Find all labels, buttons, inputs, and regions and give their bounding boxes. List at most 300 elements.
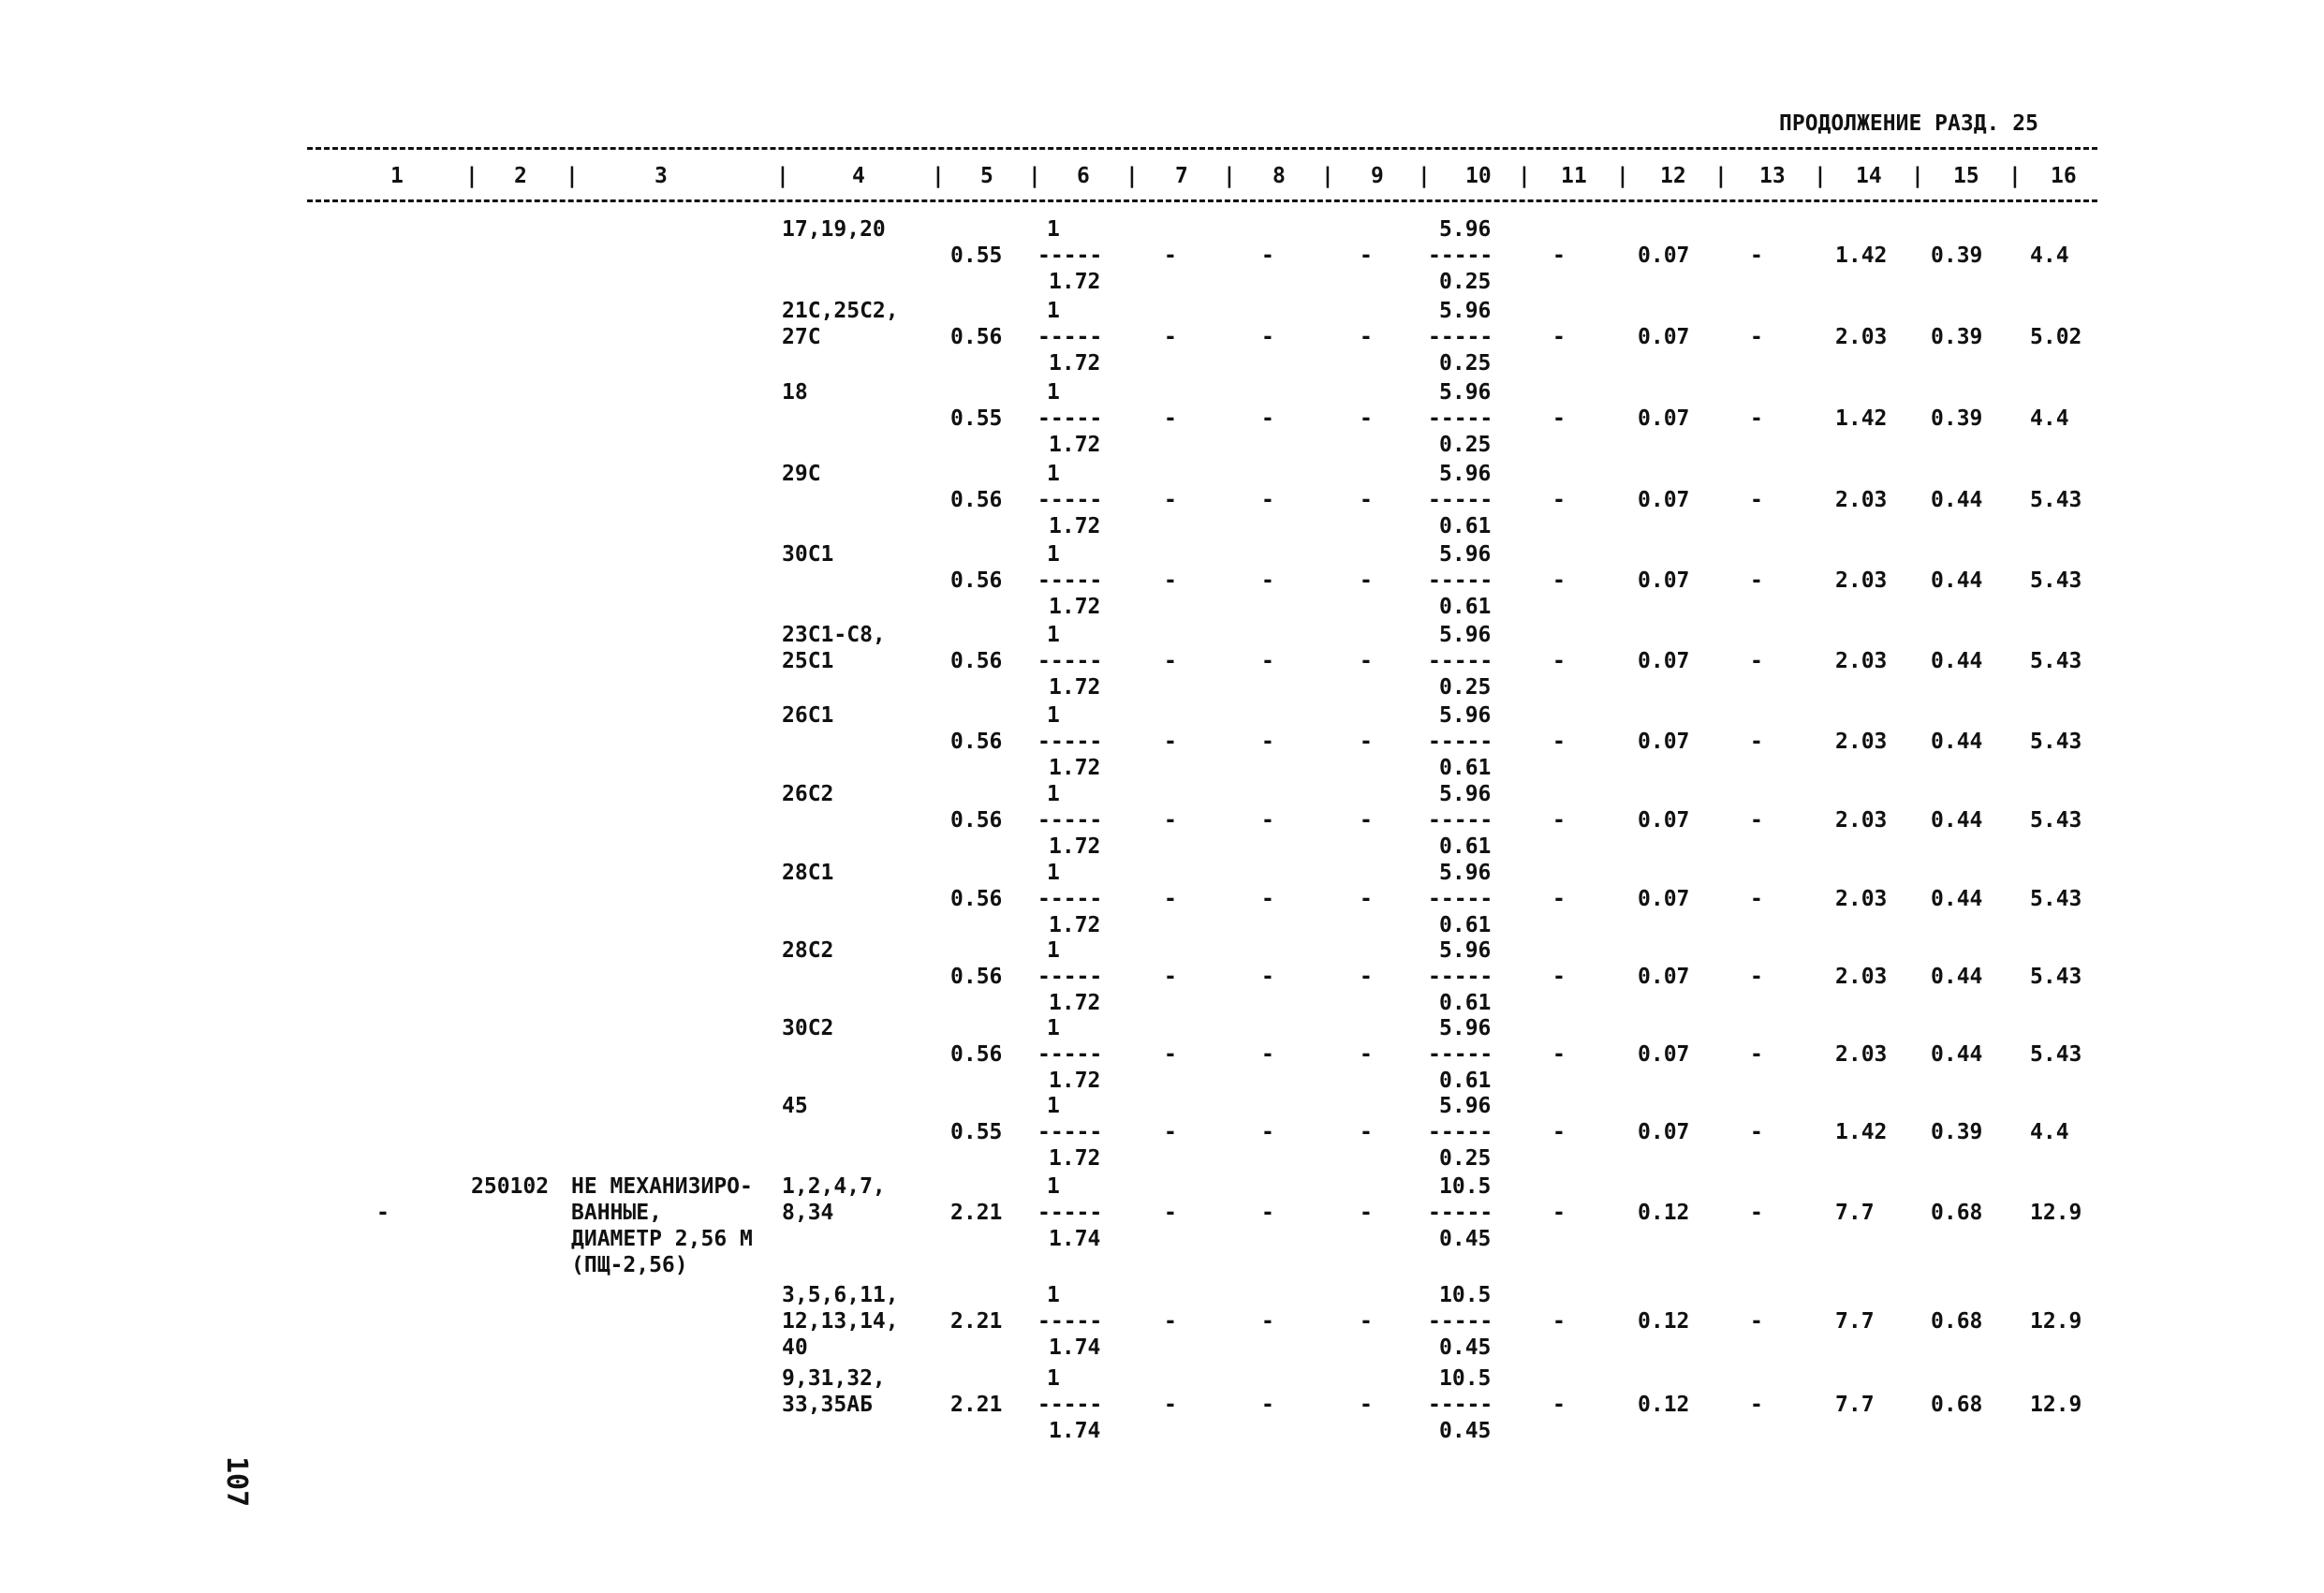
cell-col10-denominator: 0.25 — [1439, 1146, 1492, 1171]
cell-col9: - — [1360, 243, 1373, 268]
column-header-1: 1 — [390, 164, 404, 188]
cell-col6-denominator: 1.74 — [1049, 1227, 1101, 1251]
row-item-list-line: 29С — [782, 462, 821, 486]
cell-col6-numerator: 1 — [1047, 1174, 1060, 1199]
cell-col16: 12.9 — [2030, 1393, 2082, 1417]
cell-col12: 0.07 — [1638, 1042, 1690, 1067]
cell-col6-denominator: 1.72 — [1049, 270, 1101, 294]
cell-col10-fraction-bar: ----- — [1428, 887, 1493, 911]
cell-col6-numerator: 1 — [1047, 380, 1060, 405]
header-bottom-rule — [307, 199, 2097, 202]
cell-col7: - — [1164, 887, 1177, 911]
cell-col16: 5.43 — [2030, 965, 2082, 989]
cell-col7: - — [1164, 325, 1177, 349]
cell-col13: - — [1750, 1042, 1763, 1067]
cell-col5: 0.56 — [950, 887, 1003, 911]
cell-col6-numerator: 1 — [1047, 703, 1060, 728]
cell-col12: 0.07 — [1638, 1120, 1690, 1144]
section-continuation-note: ПРОДОЛЖЕНИЕ РАЗД. 25 — [1779, 111, 2038, 136]
cell-col14: 2.03 — [1835, 649, 1888, 673]
cell-col6-fraction-bar: ----- — [1037, 325, 1103, 349]
column-header-7: 7 — [1175, 164, 1188, 188]
cell-col10-numerator: 10.5 — [1439, 1174, 1492, 1199]
column-separator: | — [1714, 164, 1728, 188]
cell-col8: - — [1261, 1042, 1274, 1067]
cell-col10-denominator: 0.45 — [1439, 1419, 1492, 1443]
cell-col9: - — [1360, 1309, 1373, 1334]
cell-col16: 12.9 — [2030, 1309, 2082, 1334]
cell-col9: - — [1360, 808, 1373, 833]
cell-col14: 2.03 — [1835, 808, 1888, 833]
row-item-list-line: 3,5,6,11, — [782, 1283, 899, 1307]
cell-col7: - — [1164, 243, 1177, 268]
row-item-list-line: 9,31,32, — [782, 1366, 886, 1391]
cell-col16: 4.4 — [2030, 243, 2069, 268]
cell-col16: 5.43 — [2030, 568, 2082, 593]
cell-col6-denominator: 1.72 — [1049, 595, 1101, 619]
cell-col5: 2.21 — [950, 1393, 1003, 1417]
cell-col9: - — [1360, 1393, 1373, 1417]
page-number: 107 — [220, 1456, 253, 1508]
cell-col6-numerator: 1 — [1047, 623, 1060, 647]
cell-col10-numerator: 5.96 — [1439, 217, 1492, 242]
cell-col14: 2.03 — [1835, 325, 1888, 349]
row-item-list-line: 17,19,20 — [782, 217, 886, 242]
cell-col15: 0.44 — [1931, 808, 1983, 833]
cell-col5: 0.55 — [950, 243, 1003, 268]
cell-col15: 0.44 — [1931, 965, 1983, 989]
cell-col6-fraction-bar: ----- — [1037, 1201, 1103, 1225]
cell-col6-fraction-bar: ----- — [1037, 887, 1103, 911]
cell-col16: 5.43 — [2030, 887, 2082, 911]
column-header-12: 12 — [1660, 164, 1686, 188]
cell-col5: 0.56 — [950, 808, 1003, 833]
cell-col6-numerator: 1 — [1047, 299, 1060, 323]
cell-col5: 0.56 — [950, 649, 1003, 673]
cell-col7: - — [1164, 730, 1177, 754]
row-description-line: (ПЩ-2,56) — [571, 1253, 688, 1277]
cell-col15: 0.39 — [1931, 1120, 1983, 1144]
cell-col9: - — [1360, 730, 1373, 754]
cell-col11: - — [1552, 730, 1566, 754]
row-item-list-line: 26С2 — [782, 782, 834, 806]
cell-col6-fraction-bar: ----- — [1037, 1120, 1103, 1144]
cell-col6-fraction-bar: ----- — [1037, 243, 1103, 268]
cell-col10-fraction-bar: ----- — [1428, 243, 1493, 268]
cell-col8: - — [1261, 488, 1274, 512]
cell-col8: - — [1261, 325, 1274, 349]
cell-col7: - — [1164, 1309, 1177, 1334]
column-header-14: 14 — [1856, 164, 1882, 188]
cell-col6-denominator: 1.72 — [1049, 1146, 1101, 1171]
cell-col10-fraction-bar: ----- — [1428, 488, 1493, 512]
cell-col9: - — [1360, 1042, 1373, 1067]
cell-col14: 7.7 — [1835, 1393, 1875, 1417]
cell-col7: - — [1164, 406, 1177, 431]
cell-col6-fraction-bar: ----- — [1037, 488, 1103, 512]
cell-col10-denominator: 0.61 — [1439, 595, 1492, 619]
cell-col7: - — [1164, 1393, 1177, 1417]
cell-col10-numerator: 5.96 — [1439, 938, 1492, 963]
column-separator: | — [1911, 164, 1924, 188]
cell-col13: - — [1750, 965, 1763, 989]
cell-col13: - — [1750, 1309, 1763, 1334]
cell-col11: - — [1552, 325, 1566, 349]
column-header-9: 9 — [1371, 164, 1384, 188]
cell-col12: 0.12 — [1638, 1201, 1690, 1225]
cell-col7: - — [1164, 649, 1177, 673]
cell-col15: 0.44 — [1931, 649, 1983, 673]
cell-col10-numerator: 5.96 — [1439, 782, 1492, 806]
cell-col16: 5.43 — [2030, 649, 2082, 673]
cell-col8: - — [1261, 887, 1274, 911]
cell-col15: 0.39 — [1931, 325, 1983, 349]
cell-col6-numerator: 1 — [1047, 782, 1060, 806]
cell-col7: - — [1164, 1120, 1177, 1144]
cell-col5: 0.56 — [950, 568, 1003, 593]
column-header-13: 13 — [1759, 164, 1786, 188]
cell-col14: 2.03 — [1835, 965, 1888, 989]
cell-col11: - — [1552, 488, 1566, 512]
cell-col14: 2.03 — [1835, 730, 1888, 754]
header-top-rule — [307, 147, 2097, 150]
cell-col16: 12.9 — [2030, 1201, 2082, 1225]
column-separator: | — [776, 164, 789, 188]
cell-col10-fraction-bar: ----- — [1428, 568, 1493, 593]
row-item-list-line: 30С1 — [782, 542, 834, 567]
cell-col12: 0.07 — [1638, 406, 1690, 431]
cell-col6-fraction-bar: ----- — [1037, 649, 1103, 673]
cell-col13: - — [1750, 1201, 1763, 1225]
cell-col14: 7.7 — [1835, 1201, 1875, 1225]
cell-col16: 4.4 — [2030, 1120, 2069, 1144]
cell-col14: 2.03 — [1835, 568, 1888, 593]
row-description-line: ВАННЫЕ, — [571, 1201, 662, 1225]
cell-col10-fraction-bar: ----- — [1428, 1309, 1493, 1334]
cell-col12: 0.07 — [1638, 808, 1690, 833]
cell-col15: 0.68 — [1931, 1309, 1983, 1334]
cell-col6-denominator: 1.74 — [1049, 1419, 1101, 1443]
cell-col6-fraction-bar: ----- — [1037, 965, 1103, 989]
cell-col16: 5.02 — [2030, 325, 2082, 349]
cell-col10-denominator: 0.61 — [1439, 1069, 1492, 1093]
cell-col6-numerator: 1 — [1047, 1283, 1060, 1307]
cell-col7: - — [1164, 568, 1177, 593]
cell-col13: - — [1750, 488, 1763, 512]
cell-col11: - — [1552, 1201, 1566, 1225]
cell-col15: 0.68 — [1931, 1393, 1983, 1417]
cell-col6-denominator: 1.72 — [1049, 433, 1101, 457]
cell-col13: - — [1750, 325, 1763, 349]
cell-col10-fraction-bar: ----- — [1428, 965, 1493, 989]
cell-col14: 7.7 — [1835, 1309, 1875, 1334]
cell-col8: - — [1261, 1201, 1274, 1225]
cell-col14: 2.03 — [1835, 887, 1888, 911]
column-separator: | — [465, 164, 478, 188]
cell-col10-fraction-bar: ----- — [1428, 808, 1493, 833]
cell-col5: 0.56 — [950, 488, 1003, 512]
row-item-list-line: 12,13,14, — [782, 1309, 899, 1334]
cell-col13: - — [1750, 649, 1763, 673]
column-header-5: 5 — [980, 164, 993, 188]
column-separator: | — [1814, 164, 1827, 188]
column-separator: | — [932, 164, 945, 188]
cell-col10-denominator: 0.61 — [1439, 991, 1492, 1015]
cell-col13: - — [1750, 243, 1763, 268]
cell-col13: - — [1750, 1393, 1763, 1417]
cell-col15: 0.44 — [1931, 887, 1983, 911]
cell-col12: 0.07 — [1638, 649, 1690, 673]
cell-col5: 0.56 — [950, 325, 1003, 349]
row-item-list-line: 21С,25С2, — [782, 299, 899, 323]
cell-col5: 0.55 — [950, 1120, 1003, 1144]
cell-col13: - — [1750, 1120, 1763, 1144]
cell-col9: - — [1360, 488, 1373, 512]
column-header-11: 11 — [1561, 164, 1587, 188]
cell-col10-numerator: 5.96 — [1439, 1094, 1492, 1118]
cell-col6-fraction-bar: ----- — [1037, 1309, 1103, 1334]
cell-col16: 4.4 — [2030, 406, 2069, 431]
cell-col11: - — [1552, 243, 1566, 268]
cell-col13: - — [1750, 568, 1763, 593]
cell-col12: 0.07 — [1638, 730, 1690, 754]
column-separator: | — [1321, 164, 1334, 188]
cell-col8: - — [1261, 1393, 1274, 1417]
cell-col10-denominator: 0.61 — [1439, 514, 1492, 538]
column-header-2: 2 — [514, 164, 527, 188]
cell-col15: 0.39 — [1931, 243, 1983, 268]
cell-col11: - — [1552, 406, 1566, 431]
cell-col12: 0.07 — [1638, 243, 1690, 268]
cell-col14: 1.42 — [1835, 243, 1888, 268]
cell-col8: - — [1261, 406, 1274, 431]
cell-col10-numerator: 5.96 — [1439, 703, 1492, 728]
row-description-line: НЕ МЕХАНИЗИРО- — [571, 1174, 753, 1199]
column-separator: | — [2008, 164, 2022, 188]
cell-col14: 1.42 — [1835, 1120, 1888, 1144]
cell-col7: - — [1164, 965, 1177, 989]
cell-col9: - — [1360, 1120, 1373, 1144]
column-header-15: 15 — [1953, 164, 1979, 188]
cell-col12: 0.07 — [1638, 488, 1690, 512]
cell-col9: - — [1360, 887, 1373, 911]
cell-col10-numerator: 5.96 — [1439, 861, 1492, 885]
cell-col10-denominator: 0.61 — [1439, 834, 1492, 859]
cell-col11: - — [1552, 649, 1566, 673]
cell-col13: - — [1750, 406, 1763, 431]
cell-col10-numerator: 5.96 — [1439, 462, 1492, 486]
column-separator: | — [1518, 164, 1531, 188]
cell-col6-numerator: 1 — [1047, 861, 1060, 885]
column-separator: | — [1418, 164, 1431, 188]
cell-col10-denominator: 0.45 — [1439, 1335, 1492, 1360]
row-item-list-line: 18 — [782, 380, 808, 405]
cell-col8: - — [1261, 1120, 1274, 1144]
row-item-list-line: 28С2 — [782, 938, 834, 963]
column-separator: | — [1616, 164, 1629, 188]
cell-col13: - — [1750, 808, 1763, 833]
cell-col9: - — [1360, 1201, 1373, 1225]
cell-col10-numerator: 5.96 — [1439, 542, 1492, 567]
cell-col6-fraction-bar: ----- — [1037, 1393, 1103, 1417]
cell-col10-denominator: 0.25 — [1439, 351, 1492, 376]
cell-col6-denominator: 1.72 — [1049, 351, 1101, 376]
cell-col15: 0.44 — [1931, 1042, 1983, 1067]
cell-col13: - — [1750, 887, 1763, 911]
cell-col12: 0.07 — [1638, 887, 1690, 911]
cell-col5: 2.21 — [950, 1201, 1003, 1225]
cell-col16: 5.43 — [2030, 808, 2082, 833]
cell-col16: 5.43 — [2030, 1042, 2082, 1067]
cell-col10-denominator: 0.25 — [1439, 675, 1492, 700]
cell-col10-denominator: 0.61 — [1439, 913, 1492, 937]
cell-col10-numerator: 10.5 — [1439, 1283, 1492, 1307]
cell-col6-denominator: 1.72 — [1049, 514, 1101, 538]
cell-col6-numerator: 1 — [1047, 217, 1060, 242]
cell-col10-numerator: 5.96 — [1439, 623, 1492, 647]
cell-col12: 0.07 — [1638, 965, 1690, 989]
cell-col5: 0.56 — [950, 965, 1003, 989]
row-item-list-line: 8,34 — [782, 1201, 834, 1225]
cell-col6-numerator: 1 — [1047, 1094, 1060, 1118]
cell-col6-numerator: 1 — [1047, 462, 1060, 486]
row-item-list-line: 30С2 — [782, 1016, 834, 1040]
cell-col11: - — [1552, 1393, 1566, 1417]
cell-col11: - — [1552, 965, 1566, 989]
cell-col11: - — [1552, 1042, 1566, 1067]
column-header-4: 4 — [852, 164, 865, 188]
cell-col14: 2.03 — [1835, 488, 1888, 512]
cell-col15: 0.44 — [1931, 730, 1983, 754]
row-item-list-line: 33,35АБ — [782, 1393, 873, 1417]
cell-col12: 0.12 — [1638, 1309, 1690, 1334]
cell-col6-denominator: 1.72 — [1049, 1069, 1101, 1093]
cell-col8: - — [1261, 730, 1274, 754]
cell-col6-denominator: 1.72 — [1049, 991, 1101, 1015]
row-item-list-line: 40 — [782, 1335, 808, 1360]
cell-col12: 0.12 — [1638, 1393, 1690, 1417]
cell-col10-denominator: 0.25 — [1439, 433, 1492, 457]
row-code: 250102 — [471, 1174, 550, 1199]
column-separator: | — [566, 164, 579, 188]
column-header-10: 10 — [1465, 164, 1492, 188]
cell-col9: - — [1360, 325, 1373, 349]
cell-col6-fraction-bar: ----- — [1037, 1042, 1103, 1067]
cell-col11: - — [1552, 808, 1566, 833]
cell-col11: - — [1552, 568, 1566, 593]
cell-col6-denominator: 1.72 — [1049, 675, 1101, 700]
cell-col8: - — [1261, 1309, 1274, 1334]
cell-col6-numerator: 1 — [1047, 1366, 1060, 1391]
cell-col14: 2.03 — [1835, 1042, 1888, 1067]
cell-col7: - — [1164, 488, 1177, 512]
cell-col12: 0.07 — [1638, 568, 1690, 593]
cell-col10-numerator: 5.96 — [1439, 1016, 1492, 1040]
cell-col8: - — [1261, 243, 1274, 268]
cell-col6-numerator: 1 — [1047, 542, 1060, 567]
cell-col10-numerator: 5.96 — [1439, 299, 1492, 323]
cell-col8: - — [1261, 965, 1274, 989]
cell-col5: 0.56 — [950, 730, 1003, 754]
cell-col9: - — [1360, 406, 1373, 431]
cell-col13: - — [1750, 730, 1763, 754]
cell-col9: - — [1360, 568, 1373, 593]
cell-col10-fraction-bar: ----- — [1428, 1393, 1493, 1417]
cell-col10-denominator: 0.25 — [1439, 270, 1492, 294]
cell-col5: 2.21 — [950, 1309, 1003, 1334]
row-marker: - — [376, 1201, 390, 1225]
cell-col9: - — [1360, 965, 1373, 989]
cell-col7: - — [1164, 1042, 1177, 1067]
cell-col14: 1.42 — [1835, 406, 1888, 431]
cell-col6-denominator: 1.72 — [1049, 756, 1101, 780]
cell-col6-numerator: 1 — [1047, 1016, 1060, 1040]
column-separator: | — [1223, 164, 1236, 188]
cell-col8: - — [1261, 568, 1274, 593]
cell-col15: 0.44 — [1931, 568, 1983, 593]
cell-col6-denominator: 1.74 — [1049, 1335, 1101, 1360]
cell-col10-fraction-bar: ----- — [1428, 1120, 1493, 1144]
cell-col15: 0.39 — [1931, 406, 1983, 431]
cell-col10-fraction-bar: ----- — [1428, 406, 1493, 431]
row-item-list-line: 45 — [782, 1094, 808, 1118]
cell-col9: - — [1360, 649, 1373, 673]
row-item-list-line: 26С1 — [782, 703, 834, 728]
cell-col8: - — [1261, 649, 1274, 673]
cell-col7: - — [1164, 1201, 1177, 1225]
row-item-list-line: 23С1-С8, — [782, 623, 886, 647]
cell-col6-fraction-bar: ----- — [1037, 568, 1103, 593]
cell-col16: 5.43 — [2030, 730, 2082, 754]
row-item-list-line: 28С1 — [782, 861, 834, 885]
cell-col10-fraction-bar: ----- — [1428, 649, 1493, 673]
cell-col10-denominator: 0.45 — [1439, 1227, 1492, 1251]
cell-col6-fraction-bar: ----- — [1037, 406, 1103, 431]
cell-col11: - — [1552, 1120, 1566, 1144]
cell-col10-fraction-bar: ----- — [1428, 1201, 1493, 1225]
column-header-3: 3 — [655, 164, 668, 188]
cell-col6-numerator: 1 — [1047, 938, 1060, 963]
cell-col7: - — [1164, 808, 1177, 833]
cell-col15: 0.68 — [1931, 1201, 1983, 1225]
cell-col12: 0.07 — [1638, 325, 1690, 349]
cell-col10-fraction-bar: ----- — [1428, 730, 1493, 754]
cell-col10-fraction-bar: ----- — [1428, 1042, 1493, 1067]
cell-col6-denominator: 1.72 — [1049, 913, 1101, 937]
cell-col10-numerator: 5.96 — [1439, 380, 1492, 405]
cell-col10-denominator: 0.61 — [1439, 756, 1492, 780]
column-separator: | — [1028, 164, 1041, 188]
cell-col5: 0.55 — [950, 406, 1003, 431]
cell-col10-numerator: 10.5 — [1439, 1366, 1492, 1391]
column-header-8: 8 — [1272, 164, 1286, 188]
cell-col10-fraction-bar: ----- — [1428, 325, 1493, 349]
cell-col6-fraction-bar: ----- — [1037, 808, 1103, 833]
cell-col11: - — [1552, 1309, 1566, 1334]
row-item-list-line: 27С — [782, 325, 821, 349]
column-header-6: 6 — [1077, 164, 1090, 188]
cell-col16: 5.43 — [2030, 488, 2082, 512]
column-separator: | — [1125, 164, 1139, 188]
cell-col5: 0.56 — [950, 1042, 1003, 1067]
row-item-list-line: 1,2,4,7, — [782, 1174, 886, 1199]
cell-col11: - — [1552, 887, 1566, 911]
cell-col6-denominator: 1.72 — [1049, 834, 1101, 859]
column-header-16: 16 — [2051, 164, 2077, 188]
cell-col6-fraction-bar: ----- — [1037, 730, 1103, 754]
row-description-line: ДИАМЕТР 2,56 М — [571, 1227, 753, 1251]
row-item-list-line: 25С1 — [782, 649, 834, 673]
